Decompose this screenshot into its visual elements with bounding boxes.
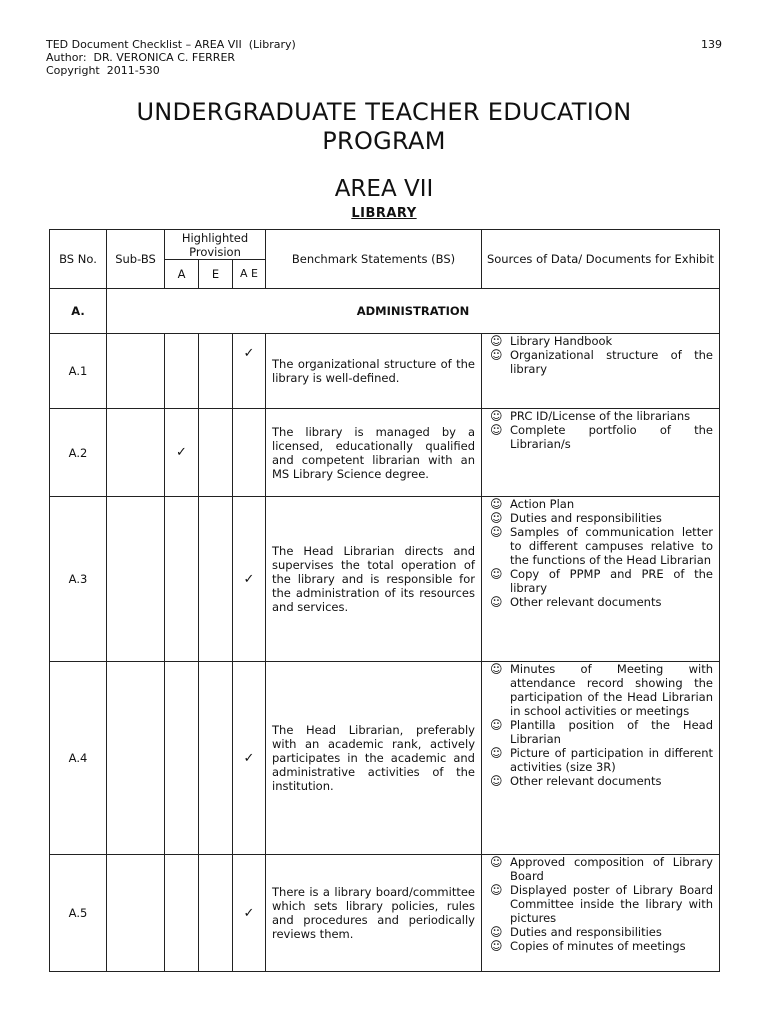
source-text: Other relevant documents bbox=[510, 595, 662, 609]
provision-cell-e bbox=[199, 409, 233, 497]
sources-list bbox=[490, 662, 713, 788]
table-row bbox=[50, 497, 720, 662]
list-item bbox=[490, 662, 713, 718]
header-a: A bbox=[165, 260, 199, 289]
provision-cell-e bbox=[199, 334, 233, 409]
smiley-icon: ☺ bbox=[490, 511, 503, 525]
list-item bbox=[490, 939, 713, 953]
benchmark-statement: The organizational structure of the library is well-defined. bbox=[266, 334, 482, 409]
table-row bbox=[50, 334, 720, 409]
list-item bbox=[490, 497, 713, 511]
source-text: Duties and responsibilities bbox=[510, 925, 662, 939]
sources-cell bbox=[482, 855, 720, 972]
header-sub-bs: Sub-BS bbox=[107, 230, 165, 289]
source-text: Library Handbook bbox=[510, 334, 613, 348]
provision-cell-a bbox=[165, 497, 199, 662]
provision-cell-ae bbox=[233, 334, 266, 409]
sources-list bbox=[490, 409, 713, 451]
table-header-row bbox=[50, 230, 720, 260]
smiley-icon: ☺ bbox=[490, 662, 503, 676]
sub-bs-cell bbox=[107, 662, 165, 855]
provision-cell-e bbox=[199, 497, 233, 662]
source-text: Approved composition of Library Board bbox=[510, 855, 713, 883]
source-text: Action Plan bbox=[510, 497, 575, 511]
sources-list bbox=[490, 334, 713, 376]
list-item bbox=[490, 409, 713, 423]
smiley-icon: ☺ bbox=[490, 409, 503, 423]
smiley-icon: ☺ bbox=[490, 939, 503, 953]
provision-cell-a bbox=[165, 409, 199, 497]
sources-cell bbox=[482, 662, 720, 855]
header-copyright: Copyright 2011-530 bbox=[46, 64, 160, 77]
source-text: Copy of PPMP and PRE of the library bbox=[510, 567, 713, 595]
bs-number: A.1 bbox=[50, 334, 107, 409]
table-row bbox=[50, 409, 720, 497]
smiley-icon: ☺ bbox=[490, 525, 503, 539]
list-item bbox=[490, 348, 713, 376]
source-text: Minutes of Meeting with attendance record showing the participation of the Head Librarian in school activities or meetings bbox=[510, 662, 713, 718]
title-line-1: UNDERGRADUATE TEACHER EDUCATION bbox=[136, 98, 632, 126]
source-text: Picture of participation in different activities (size 3R) bbox=[510, 746, 713, 774]
section-title: ADMINISTRATION bbox=[107, 289, 720, 334]
source-text: Displayed poster of Library Board Committee inside the library with pictures bbox=[510, 883, 713, 925]
table-row bbox=[50, 855, 720, 972]
list-item bbox=[490, 746, 713, 774]
list-item bbox=[490, 883, 713, 925]
provision-cell-ae bbox=[233, 662, 266, 855]
smiley-icon: ☺ bbox=[490, 334, 503, 348]
provision-cell-a bbox=[165, 662, 199, 855]
header-highlighted-provision: Highlighted Provision bbox=[165, 230, 266, 260]
list-item bbox=[490, 774, 713, 788]
page-number: 139 bbox=[701, 38, 722, 51]
bs-number: A.4 bbox=[50, 662, 107, 855]
source-text: Plantilla position of the Head Librarian bbox=[510, 718, 713, 746]
benchmark-statement: The Head Librarian, preferably with an academic rank, actively participates in the academic and administrative activities of the institution. bbox=[266, 662, 482, 855]
table-row bbox=[50, 662, 720, 855]
list-item bbox=[490, 525, 713, 567]
benchmark-statement: The library is managed by a licensed, educationally qualified and competent librarian with an MS Library Science degree. bbox=[266, 409, 482, 497]
checkmark-icon: ✓ bbox=[176, 445, 187, 460]
provision-cell-ae bbox=[233, 855, 266, 972]
source-text: Copies of minutes of meetings bbox=[510, 939, 686, 953]
section-row bbox=[50, 289, 720, 334]
source-text: Other relevant documents bbox=[510, 774, 662, 788]
header-bs-no: BS No. bbox=[50, 230, 107, 289]
title-line-2: PROGRAM bbox=[322, 127, 446, 155]
smiley-icon: ☺ bbox=[490, 718, 503, 732]
section-label: A. bbox=[50, 289, 107, 334]
source-text: Samples of communication letter to different campuses relative to the functions of the Head Librarian bbox=[510, 525, 713, 567]
sources-cell bbox=[482, 497, 720, 662]
list-item bbox=[490, 334, 713, 348]
bs-number: A.3 bbox=[50, 497, 107, 662]
sub-bs-cell bbox=[107, 855, 165, 972]
list-item bbox=[490, 595, 713, 609]
list-item bbox=[490, 423, 713, 451]
checkmark-icon: ✓ bbox=[243, 750, 255, 766]
page-title bbox=[0, 98, 768, 156]
provision-cell-e bbox=[199, 855, 233, 972]
checklist-table bbox=[49, 229, 720, 972]
checkmark-icon: ✓ bbox=[243, 571, 255, 587]
smiley-icon: ☺ bbox=[490, 423, 503, 437]
list-item bbox=[490, 925, 713, 939]
source-text: PRC ID/License of the librarians bbox=[510, 409, 691, 423]
smiley-icon: ☺ bbox=[490, 855, 503, 869]
provision-cell-ae bbox=[233, 497, 266, 662]
provision-cell-a bbox=[165, 334, 199, 409]
provision-cell-ae bbox=[233, 409, 266, 497]
smiley-icon: ☺ bbox=[490, 595, 503, 609]
document-header bbox=[46, 38, 296, 77]
list-item bbox=[490, 855, 713, 883]
provision-cell-e bbox=[199, 662, 233, 855]
sources-list bbox=[490, 497, 713, 609]
sub-bs-cell bbox=[107, 497, 165, 662]
smiley-icon: ☺ bbox=[490, 348, 503, 362]
area-heading: AREA VII bbox=[334, 176, 434, 202]
list-item bbox=[490, 718, 713, 746]
bs-number: A.2 bbox=[50, 409, 107, 497]
checkmark-icon: ✓ bbox=[243, 346, 255, 361]
area-subtitle: LIBRARY bbox=[351, 206, 417, 221]
header-ae: A E bbox=[233, 260, 266, 289]
benchmark-statement: The Head Librarian directs and supervises the total operation of the library and is responsible for the administration of its resources and services. bbox=[266, 497, 482, 662]
smiley-icon: ☺ bbox=[490, 883, 503, 897]
smiley-icon: ☺ bbox=[490, 497, 503, 511]
header-sources: Sources of Data/ Documents for Exhibit bbox=[482, 230, 720, 289]
sub-bs-cell bbox=[107, 409, 165, 497]
sources-list bbox=[490, 855, 713, 953]
sources-cell bbox=[482, 409, 720, 497]
list-item bbox=[490, 567, 713, 595]
list-item bbox=[490, 511, 713, 525]
smiley-icon: ☺ bbox=[490, 925, 503, 939]
bs-number: A.5 bbox=[50, 855, 107, 972]
provision-cell-a bbox=[165, 855, 199, 972]
header-benchmark: Benchmark Statements (BS) bbox=[266, 230, 482, 289]
source-text: Organizational structure of the library bbox=[510, 348, 713, 376]
source-text: Duties and responsibilities bbox=[510, 511, 662, 525]
sub-bs-cell bbox=[107, 334, 165, 409]
benchmark-statement: There is a library board/committee which sets library policies, rules and procedures and periodically reviews them. bbox=[266, 855, 482, 972]
smiley-icon: ☺ bbox=[490, 746, 503, 760]
smiley-icon: ☺ bbox=[490, 774, 503, 788]
smiley-icon: ☺ bbox=[490, 567, 503, 581]
checkmark-icon: ✓ bbox=[243, 905, 255, 921]
header-e: E bbox=[199, 260, 233, 289]
header-author: Author: DR. VERONICA C. FERRER bbox=[46, 51, 236, 64]
sources-cell bbox=[482, 334, 720, 409]
source-text: Complete portfolio of the Librarian/s bbox=[510, 423, 713, 451]
header-line-1: TED Document Checklist – AREA VII (Library) bbox=[46, 38, 296, 51]
